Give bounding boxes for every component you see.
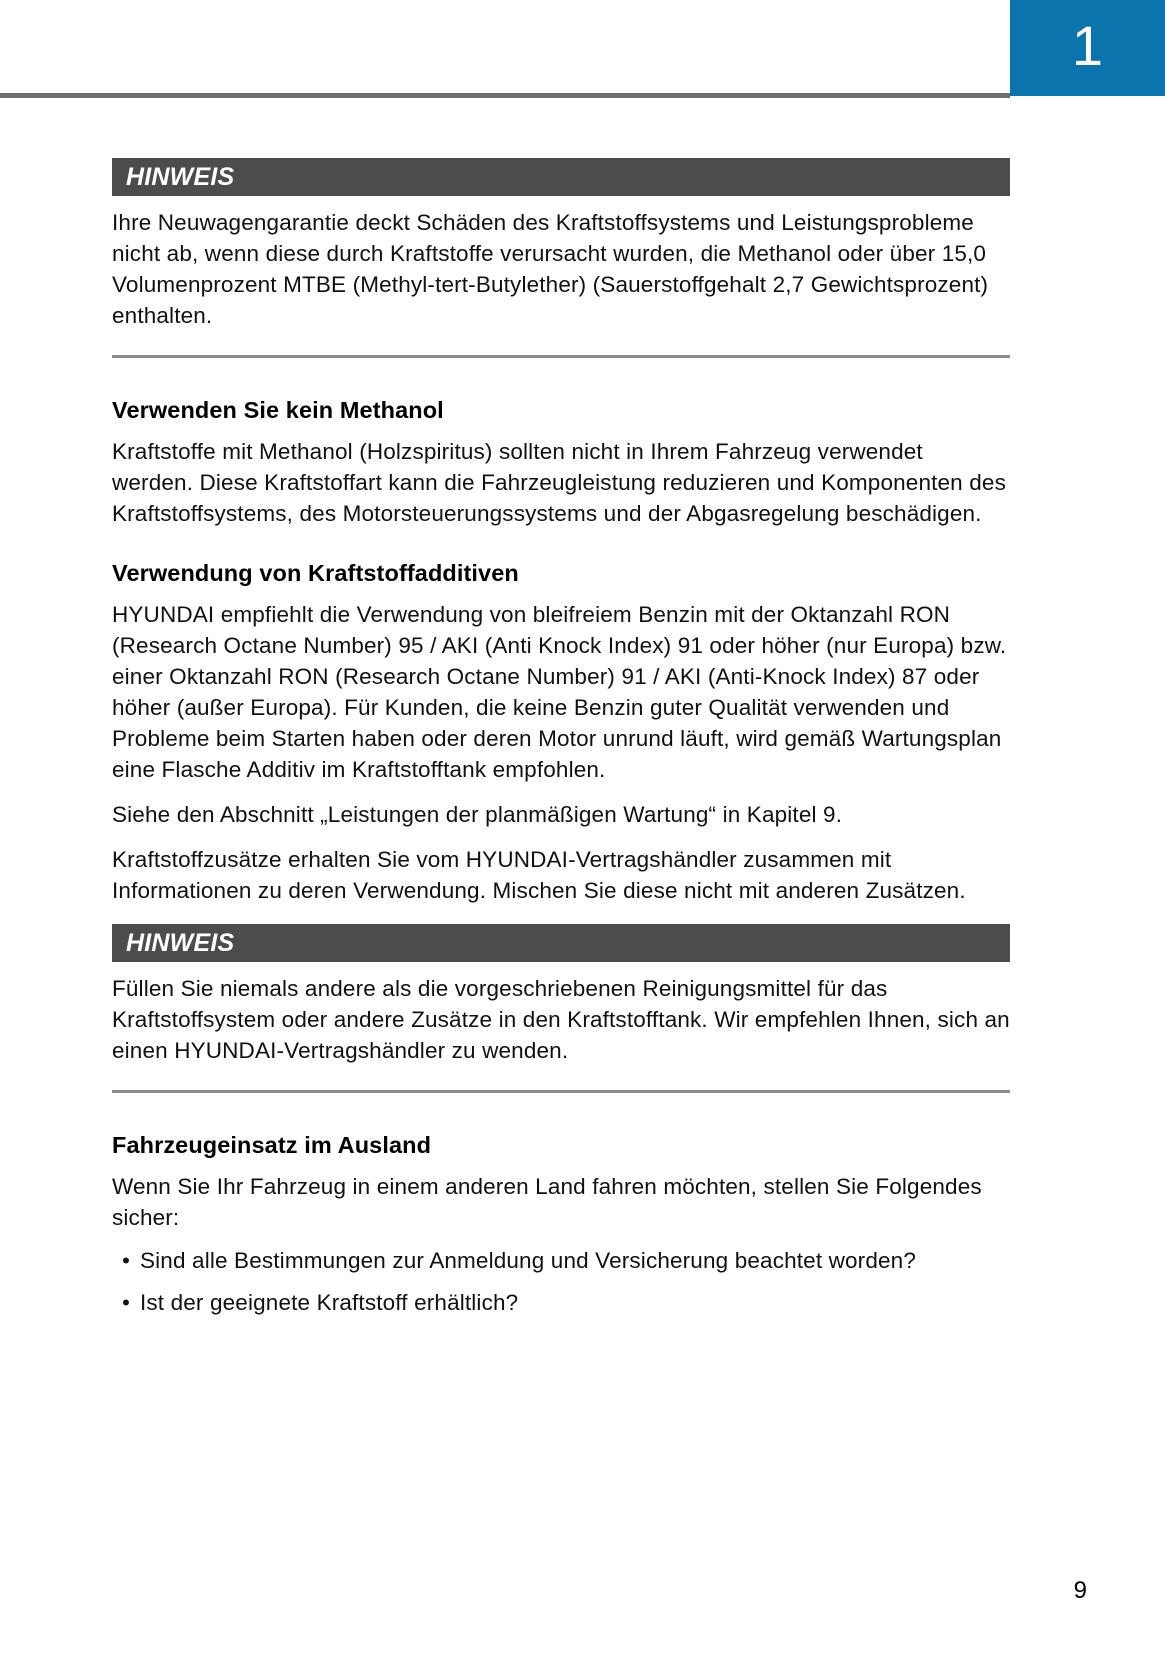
- paragraph-additives-1: HYUNDAI empfiehlt die Verwendung von bleifreiem Benzin mit der Oktanzahl RON (Research Octane Number) 95 / AKI (Anti Knock Index) 91 oder höher (nur Europa) bzw. einer Oktanzahl RON (Research Octane Number) 91 / AKI (Anti-Knock Index) 87 oder höher (außer Europa). Für Kunden, die keine Benzin guter Qualität verwenden und Probleme beim Starten haben oder deren Motor unrund läuft, wird gemäß Wartungsplan eine Flasche Additiv im Kraftstofftank empfohlen.: [112, 602, 1007, 782]
- notice-body-1: Ihre Neuwagengarantie deckt Schäden des Kraftstoffsystems und Leistungsprobleme nicht ab, wenn diese durch Kraftstoffe verursacht wurden, die Methanol oder über 15,0 Volumenprozent MTBE (Methyl-tert-Butylether) (Sauerstoffgehalt 2,7 Gewichtsprozent) enthalten.: [112, 210, 989, 328]
- heading-vehicle-abroad: Fahrzeugeinsatz im Ausland: [112, 1132, 432, 1158]
- chapter-number-tab: [1010, 0, 1165, 96]
- spacer: [112, 529, 1010, 559]
- list-item: [112, 1245, 1010, 1276]
- heading-fuel-additives: Verwendung von Kraftstoffadditiven: [112, 560, 519, 586]
- bullet-dot-icon: •: [122, 1248, 130, 1273]
- spacer: [112, 1093, 1010, 1131]
- spacer: [112, 1159, 1010, 1171]
- bullet-dot-icon: •: [122, 1290, 130, 1315]
- notice-label-1: HINWEIS: [126, 162, 235, 191]
- notice-banner-2: [112, 924, 1010, 962]
- spacer: [112, 1066, 1010, 1090]
- notice-label-2: HINWEIS: [126, 928, 235, 957]
- paragraph-no-methanol: Kraftstoffe mit Methanol (Holzspiritus) sollten nicht in Ihrem Fahrzeug verwendet werden. Diese Kraftstoffart kann die Fahrzeugleistung reduzieren und Komponenten des Kraftstoffsystems, des Motorsteuerungssystems und der Abgasregelung beschädigen.: [112, 439, 1006, 526]
- list-item: [112, 1287, 1010, 1318]
- paragraph-additives-2: Siehe den Abschnitt „Leistungen der planmäßigen Wartung“ in Kapitel 9.: [112, 802, 843, 827]
- spacer: [112, 587, 1010, 599]
- notice-body-2: Füllen Sie niemals andere als die vorgeschriebenen Reinigungsmittel für das Kraftstoffsystem oder andere Zusätze in den Kraftstofftank. Wir empfehlen Ihnen, sich an einen HYUNDAI-Vertragshändler zu wenden.: [112, 976, 1010, 1063]
- notice-banner-1: [112, 158, 1010, 196]
- page-number: 9: [1073, 1577, 1087, 1604]
- paragraph-additives-3: Kraftstoffzusätze erhalten Sie vom HYUNDAI-Vertragshändler zusammen mit Informationen zu deren Verwendung. Mischen Sie diese nicht mit anderen Zusätzen.: [112, 847, 966, 903]
- list-item-label: Sind alle Bestimmungen zur Anmeldung und Versicherung beachtet worden?: [140, 1248, 916, 1273]
- page-content: [112, 158, 1010, 1318]
- header-divider-rule: [0, 93, 1010, 98]
- spacer: [112, 358, 1010, 396]
- spacer: [112, 331, 1010, 355]
- abroad-checklist: [112, 1245, 1010, 1318]
- chapter-number: 1: [1071, 14, 1104, 77]
- heading-no-methanol: Verwenden Sie kein Methanol: [112, 397, 444, 423]
- spacer: [112, 424, 1010, 436]
- list-item-label: Ist der geeignete Kraftstoff erhältlich?: [140, 1290, 519, 1315]
- spacer: [112, 1233, 1010, 1245]
- paragraph-vehicle-abroad: Wenn Sie Ihr Fahrzeug in einem anderen Land fahren möchten, stellen Sie Folgendes sicher:: [112, 1174, 982, 1230]
- spacer: [112, 906, 1010, 924]
